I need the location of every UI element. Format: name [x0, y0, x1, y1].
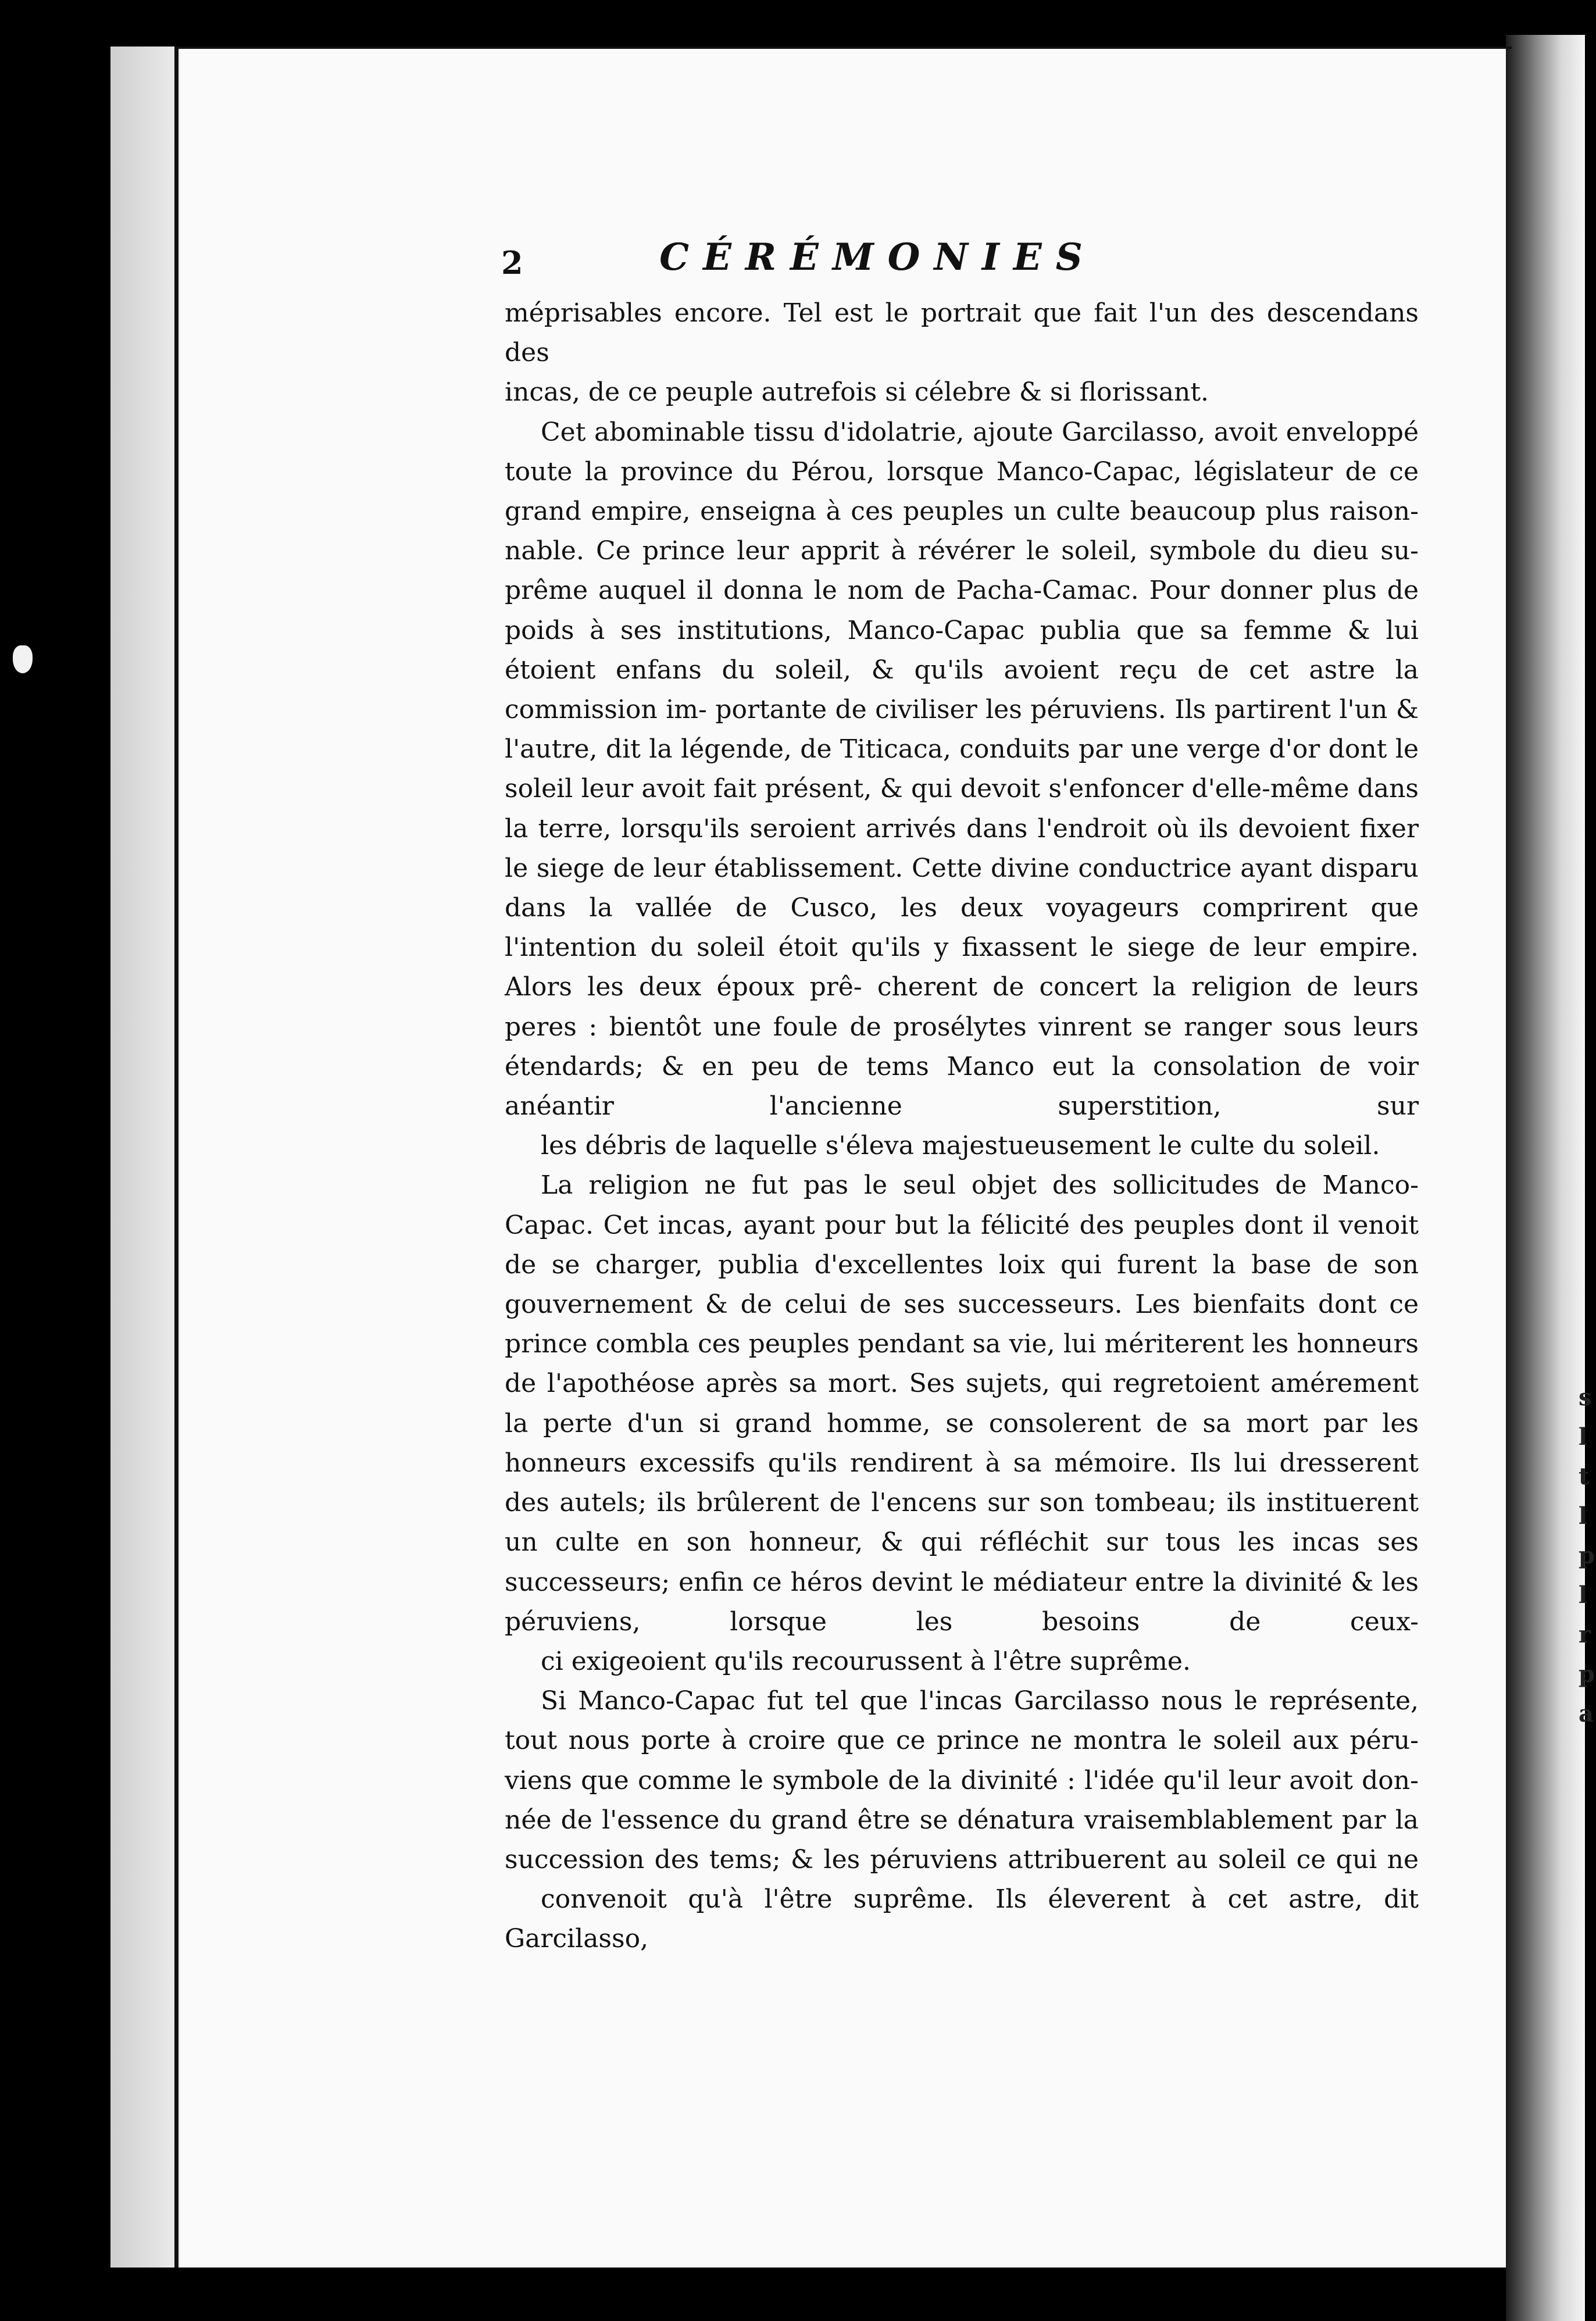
text-line: poids à ses institutions, Manco-Capac publia que sa femme & lui étoient: [505, 615, 1419, 685]
text-line: Cet incas, ayant pour but la félicité des peuples dont il venoit de se: [505, 1210, 1419, 1280]
margin-glyph: l: [1579, 1581, 1588, 1609]
text-line: qu'ils y fixassent le siege de leur empire. Alors les deux époux prê-: [505, 933, 1419, 1002]
text-line: peuples pendant sa vie, lui mériterent les honneurs de l'apothéose après: [505, 1329, 1419, 1399]
text-line: cherent de concert la religion de leurs peres : bientôt une foule de: [505, 972, 1419, 1042]
paragraph: [505, 1166, 1419, 1681]
text-line: leur établissement. Cette divine conductrice ayant disparu dans la vallée: [505, 853, 1419, 923]
text-line: viens que comme le symbole de la divinité : l'idée qu'il leur avoit don-: [505, 1765, 1419, 1795]
facing-page-fragment: [1579, 1378, 1596, 1734]
margin-glyph: p: [1579, 1661, 1595, 1688]
paragraph: [505, 413, 1419, 1166]
text-line: Manco eut la consolation de voir anéantir l'ancienne superstition, sur: [505, 1051, 1419, 1122]
margin-glyph: r: [1579, 1621, 1591, 1648]
text-line: portante de civiliser les péruviens. Ils partirent l'un & l'autre, dit la: [505, 695, 1419, 765]
text-line: enfans du soleil, & qu'ils avoient reçu de cet astre la commission im-: [505, 655, 1419, 725]
text-line: l'encens sur son tombeau; ils instituerent un culte en son honneur, &: [505, 1488, 1419, 1558]
text-line: & de celui de ses successeurs. Les bienfaits dont ce prince combla ces: [505, 1290, 1419, 1359]
text-line: médiateur entre la divinité & les péruviens, lorsque les besoins de ceux-: [505, 1567, 1419, 1637]
text-line: avoit fait présent, & qui devoit s'enfoncer d'elle-même dans la terre,: [505, 774, 1419, 844]
frame-line-left: [174, 47, 178, 2268]
text-line: convenoit qu'à l'être suprême. Ils éleverent à cet astre, dit Garcilasso,: [505, 1884, 1419, 1954]
margin-glyph: t: [1579, 1463, 1590, 1490]
text-line: succession des tems; & les péruviens attribuerent au soleil ce qui ne: [505, 1844, 1419, 1874]
text-line: incas, de ce peuple autrefois si célebre & si florissant.: [505, 377, 1209, 408]
body-text: [505, 294, 1419, 1959]
paragraph: [505, 1681, 1419, 1959]
binding-hole-icon: [13, 645, 33, 673]
text-line: rendirent à sa mémoire. Ils lui dresserent des autels; ils brûlerent de: [505, 1448, 1419, 1518]
text-line: qui réfléchit sur tous les incas ses successeurs; enfin ce héros devint le: [505, 1527, 1419, 1597]
frame-line-top: [174, 47, 1512, 49]
left-page-edge: [110, 47, 180, 2268]
text-line: prême auquel il donna le nom de Pacha-Camac. Pour donner plus de: [505, 576, 1419, 606]
text-line: charger, publia d'excellentes loix qui furent la base de son gouvernement: [505, 1249, 1419, 1320]
text-line: méprisables encore. Tel est le portrait que fait l'un des descendans des: [505, 298, 1419, 368]
text-line: nable. Ce prince leur apprit à révérer le soleil, symbole du dieu su-: [505, 536, 1419, 566]
text-line: homme, se consolerent de sa mort par les honneurs excessifs qu'ils: [505, 1408, 1419, 1478]
text-line: née de l'essence du grand être se dénatura vraisemblablement par la: [505, 1805, 1419, 1835]
text-line: grand empire, enseigna à ces peuples un culte beaucoup plus raison-: [505, 497, 1419, 527]
page-number: 2: [501, 244, 523, 281]
text-line: sa mort. Ses sujets, qui regretoient amérement la perte d'un si grand: [505, 1369, 1419, 1438]
margin-glyph: s: [1579, 1384, 1592, 1411]
margin-glyph: l: [1579, 1502, 1588, 1530]
text-line: tout nous porte à croire que ce prince ne montra le soleil aux péru-: [505, 1726, 1419, 1756]
paragraph: [505, 294, 1419, 413]
margin-glyph: l: [1579, 1423, 1588, 1451]
text-line: de Cusco, les deux voyageurs comprirent que l'intention du soleil étoit: [505, 893, 1419, 963]
text-line: prosélytes vinrent se ranger sous leurs étendards; & en peu de tems: [505, 1012, 1419, 1081]
text-line: ci exigeoient qu'ils recourussent à l'être suprême.: [541, 1646, 1191, 1676]
text-line: Cet abominable tissu d'idolatrie, ajoute Garcilasso, avoit enveloppé: [541, 417, 1419, 447]
margin-glyph: a: [1579, 1700, 1594, 1727]
right-page-edge: [1506, 35, 1585, 2321]
text-line: Si Manco-Capac fut tel que l'incas Garcilasso nous le représente,: [541, 1686, 1419, 1716]
text-line: les débris de laquelle s'éleva majestueusement le culte du soleil.: [541, 1131, 1380, 1161]
text-line: lorsqu'ils seroient arrivés dans l'endroit où ils devoient fixer le siege de: [505, 813, 1419, 883]
text-line: La religion ne fut pas le seul objet des sollicitudes de Manco-Capac.: [505, 1170, 1419, 1240]
text-line: toute la province du Pérou, lorsque Manco-Capac, législateur de ce: [505, 456, 1419, 487]
text-line: légende, de Titicaca, conduits par une verge d'or dont le soleil leur: [505, 734, 1419, 804]
running-head: CÉRÉMONIES: [659, 235, 1097, 279]
margin-glyph: p: [1579, 1542, 1595, 1569]
